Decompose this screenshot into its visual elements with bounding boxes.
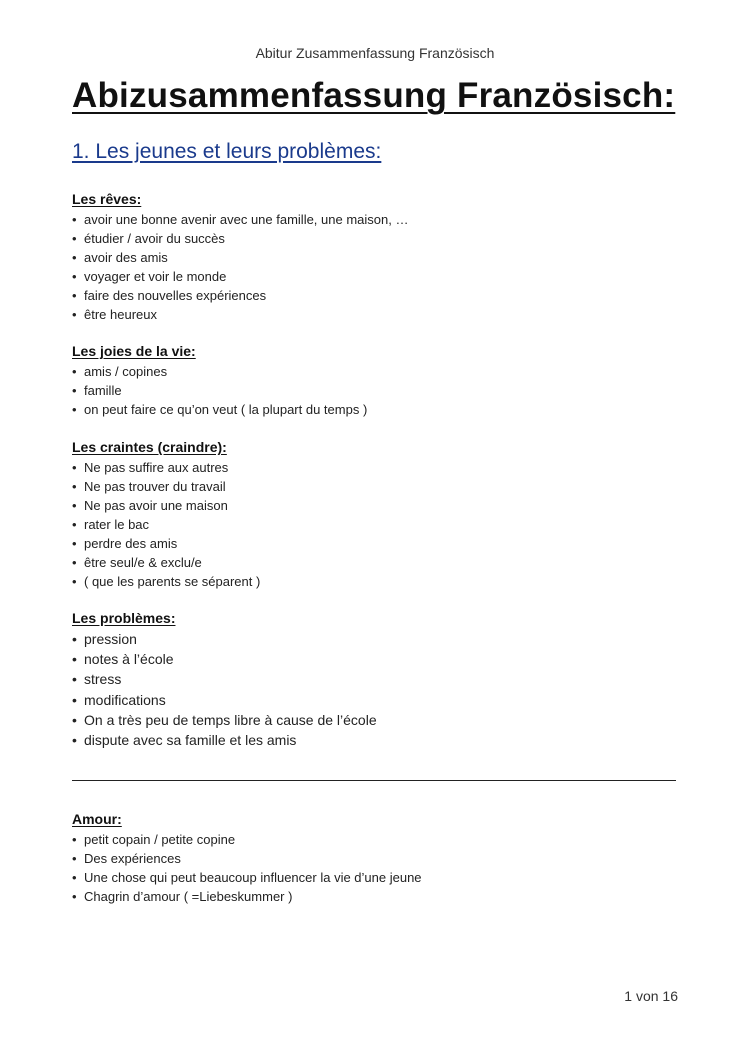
reves-block [72,190,408,324]
list-item: • amis / copines [72,362,367,381]
joies-heading: Les joies de la vie: [72,343,196,359]
list-item: • petit copain / petite copine [72,830,422,849]
section-title: 1. Les jeunes et leurs problèmes: [72,140,382,163]
list-item: • modifications [72,690,377,710]
list-item: • étudier / avoir du succès [72,229,408,248]
amour-heading: Amour: [72,811,122,827]
problemes-block [72,609,377,750]
list-item: • famille [72,381,367,400]
list-item: • avoir une bonne avenir avec une famille, une maison, … [72,210,408,229]
amour-block [72,810,422,906]
craintes-heading: Les craintes (craindre): [72,439,227,455]
list-item: • Une chose qui peut beaucoup influencer la vie d’une jeune [72,868,422,887]
list-item: • Des expériences [72,849,422,868]
joies-block [72,342,367,419]
list-item: • voyager et voir le monde [72,267,408,286]
running-header: Abitur Zusammenfassung Französisch [255,45,495,61]
list-item: • Ne pas trouver du travail [72,477,260,496]
craintes-list [72,458,260,591]
list-item: • stress [72,669,377,689]
list-item: • Chagrin d’amour ( =Liebeskummer ) [72,887,422,906]
list-item: • rater le bac [72,515,260,534]
amour-list [72,830,422,906]
list-item: • avoir des amis [72,248,408,267]
list-item: • perdre des amis [72,534,260,553]
list-item: • notes à l’école [72,649,377,669]
list-item: • Ne pas suffire aux autres [72,458,260,477]
list-item: • être seul/e & exclu/e [72,553,260,572]
problemes-heading: Les problèmes: [72,610,176,626]
section-divider [72,780,676,781]
page-number: 1 von 16 [624,988,678,1004]
list-item: • faire des nouvelles expériences [72,286,408,305]
list-item: • on peut faire ce qu’on veut ( la plupart du temps ) [72,400,367,419]
document-title: Abizusammenfassung Französisch: [72,76,676,115]
list-item: • dispute avec sa famille et les amis [72,730,377,750]
list-item: • Ne pas avoir une maison [72,496,260,515]
list-item: • ( que les parents se séparent ) [72,572,260,591]
problemes-list [72,629,377,750]
reves-heading: Les rêves: [72,191,142,207]
list-item: • pression [72,629,377,649]
craintes-block [72,438,260,591]
list-item: • On a très peu de temps libre à cause de l’école [72,710,377,730]
list-item: • être heureux [72,305,408,324]
reves-list [72,210,408,324]
joies-list [72,362,367,419]
